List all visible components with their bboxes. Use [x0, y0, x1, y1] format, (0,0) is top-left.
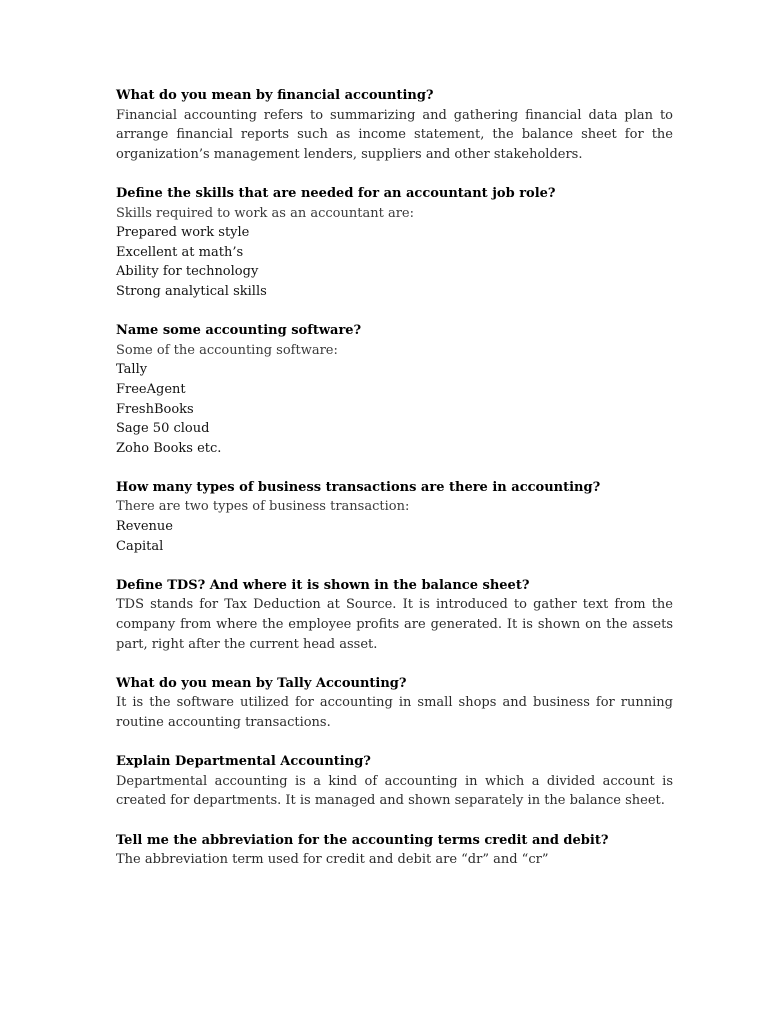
answer-intro: Some of the accounting software:: [116, 342, 338, 358]
section-tds: [116, 576, 673, 654]
list-item: Excellent at math’s: [116, 244, 244, 260]
skills-list: [116, 223, 673, 301]
question-heading: Explain Departmental Accounting?: [116, 754, 371, 770]
question-heading: How many types of business transactions are there in accounting?: [116, 479, 601, 495]
question-heading: Tell me the abbreviation for the accounting terms credit and debit?: [116, 832, 609, 848]
list-item: Revenue: [116, 519, 173, 535]
list-item: Tally: [116, 362, 148, 378]
list-item: Capital: [116, 538, 164, 554]
section-accounting-software: [116, 321, 673, 458]
list-item: FreshBooks: [116, 401, 194, 417]
answer-paragraph: The abbreviation term used for credit and debit are “dr” and “cr”: [116, 852, 549, 868]
list-item: Zoho Books etc.: [116, 440, 222, 456]
answer-intro: There are two types of business transaction:: [116, 499, 410, 515]
answer-intro: Skills required to work as an accountant are:: [116, 205, 414, 221]
section-financial-accounting: [116, 86, 673, 164]
answer-paragraph: Financial accounting refers to summarizing and gathering financial data plan to arrange financial reports such as income statement, the balance sheet for the organization’s management lenders, suppliers and other stakeholders.: [116, 107, 673, 162]
document-page: [116, 86, 673, 889]
list-item: Ability for technology: [116, 264, 259, 280]
section-tally-accounting: [116, 674, 673, 733]
question-heading: Define TDS? And where it is shown in the balance sheet?: [116, 577, 530, 593]
list-item: FreeAgent: [116, 381, 186, 397]
answer-paragraph: Departmental accounting is a kind of accounting in which a divided account is created for departments. It is managed and shown separately in the balance sheet.: [116, 773, 673, 809]
list-item: Sage 50 cloud: [116, 421, 210, 437]
section-business-transactions: [116, 478, 673, 556]
section-departmental-accounting: [116, 752, 673, 811]
section-credit-debit-abbreviation: [116, 831, 673, 870]
answer-paragraph: TDS stands for Tax Deduction at Source. It is introduced to gather text from the company from where the employee profits are generated. It is shown on the assets part, right after the current head asset.: [116, 597, 673, 652]
question-heading: Define the skills that are needed for an accountant job role?: [116, 185, 556, 201]
question-heading: Name some accounting software?: [116, 323, 362, 339]
list-item: Strong analytical skills: [116, 283, 267, 299]
transaction-types-list: [116, 517, 673, 556]
question-heading: What do you mean by financial accounting?: [116, 88, 434, 103]
question-heading: What do you mean by Tally Accounting?: [116, 675, 407, 691]
answer-paragraph: It is the software utilized for accounting in small shops and business for running routine accounting transactions.: [116, 695, 673, 730]
list-item: Prepared work style: [116, 225, 250, 241]
software-list: [116, 360, 673, 458]
section-accountant-skills: [116, 184, 673, 302]
